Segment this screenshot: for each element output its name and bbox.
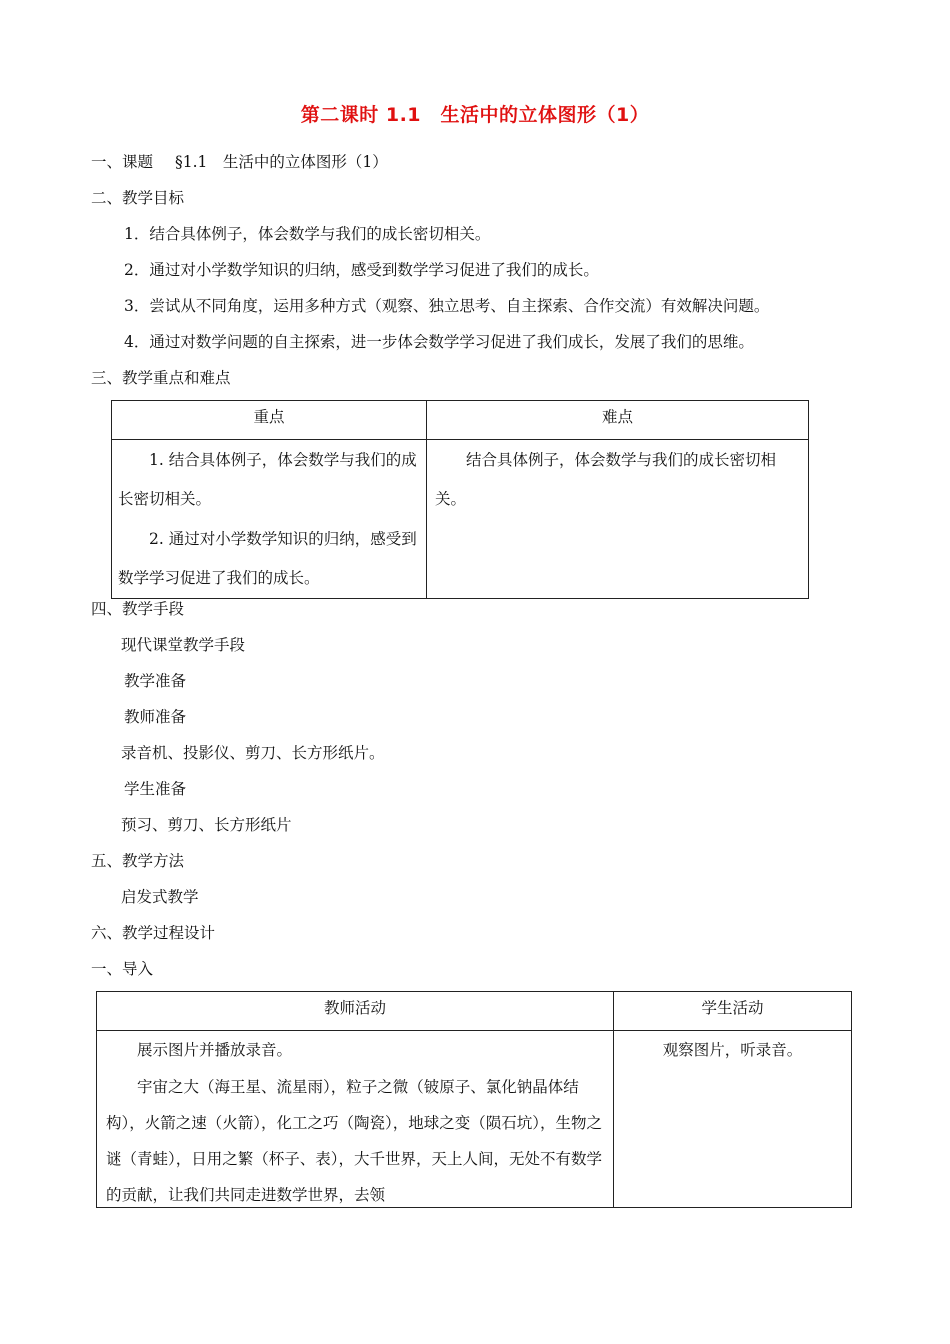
difficult-header-cell	[427, 401, 809, 440]
means-line: 学生准备	[124, 780, 187, 798]
page-title: 第二课时 1.1 生活中的立体图形（1）	[300, 104, 650, 126]
subsection-intro-label: 一、导入	[91, 960, 154, 978]
section-topic	[91, 152, 388, 172]
means-line: 教学准备	[124, 672, 187, 690]
means-line: 现代课堂教学手段	[121, 636, 246, 654]
difficult-cell	[427, 440, 809, 599]
section-process-label: 六、教学过程设计	[91, 924, 216, 942]
keypoints-table	[111, 400, 809, 599]
teacher-activity-header: 教师活动	[323, 999, 386, 1017]
teacher-activity-content	[106, 1031, 605, 1207]
teacher-activity-cell	[97, 1031, 614, 1208]
keypoints-header-cell	[112, 401, 427, 440]
difficult-header: 难点	[601, 408, 633, 426]
topic-text: §1.1 生活中的立体图形（1）	[175, 153, 388, 171]
student-activity-cell	[614, 1031, 852, 1208]
student-activity-header: 学生活动	[701, 999, 764, 1017]
teacher-activity-paragraph: 宇宙之大（海王星、流星雨），粒子之微（铍原子、氯化钠晶体结构），火箭之速（火箭），化工之巧（陶瓷），地球之变（陨石坑），生物之谜（青蛙），日用之繁（杯子、表），大千世界，天上人间，无处不有数学的贡献，让我们共同走进数学世界，去领	[106, 1078, 603, 1204]
objective-item: 1．结合具体例子，体会数学与我们的成长密切相关。	[124, 225, 491, 243]
objective-item: 4．通过对数学问题的自主探索，进一步体会数学学习促进了我们成长，发展了我们的思维。	[124, 333, 754, 351]
section-keypoints-label: 三、教学重点和难点	[91, 369, 231, 387]
keypoint-item: 1. 结合具体例子，体会数学与我们的成长密切相关。	[118, 451, 417, 508]
keypoints-cell	[112, 440, 427, 599]
means-line: 教师准备	[124, 708, 187, 726]
intro-table	[96, 991, 852, 1208]
means-line: 录音机、投影仪、剪刀、长方形纸片。	[121, 744, 385, 762]
objective-item: 3．尝试从不同角度，运用多种方式（观察、独立思考、自主探索、合作交流）有效解决问题。	[124, 297, 770, 315]
keypoint-item: 2. 通过对小学数学知识的归纳，感受到数学学习促进了我们的成长。	[118, 530, 417, 587]
section-means-label: 四、教学手段	[91, 600, 185, 618]
keypoints-header: 重点	[253, 408, 285, 426]
section-method-label: 五、教学方法	[91, 852, 185, 870]
teacher-activity-header-cell	[97, 992, 614, 1031]
teacher-activity-paragraph: 展示图片并播放录音。	[137, 1041, 293, 1059]
section-topic-label: 一、课题	[91, 153, 154, 171]
method-text: 启发式教学	[121, 888, 199, 906]
difficult-item: 结合具体例子，体会数学与我们的成长密切相关。	[435, 451, 777, 508]
student-activity-header-cell	[614, 992, 852, 1031]
means-line: 预习、剪刀、长方形纸片	[121, 816, 292, 834]
section-objectives-label: 二、教学目标	[91, 189, 185, 207]
objective-item: 2．通过对小学数学知识的归纳，感受到数学学习促进了我们的成长。	[124, 261, 599, 279]
student-activity-text: 观察图片，听录音。	[662, 1041, 803, 1059]
